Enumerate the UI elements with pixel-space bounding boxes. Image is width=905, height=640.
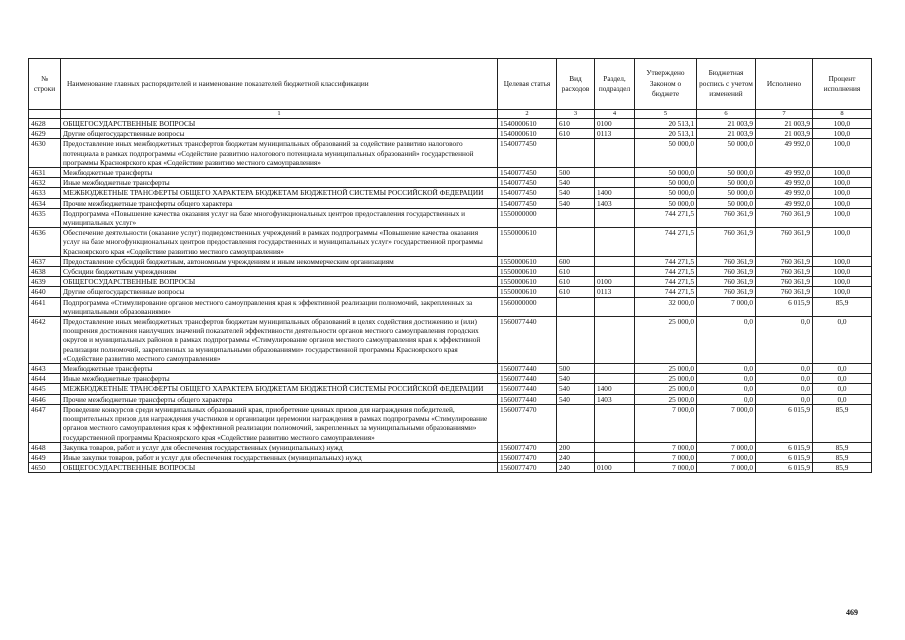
row-number: 4648: [29, 442, 61, 452]
row-section: [595, 374, 635, 384]
row-executed: 6 015,9: [756, 463, 813, 473]
table-row: [29, 384, 872, 394]
row-expense-type: 610: [557, 277, 595, 287]
column-number: 5: [635, 110, 697, 119]
row-number: 4650: [29, 463, 61, 473]
table-row: [29, 119, 872, 129]
row-percent: 0,0: [813, 364, 872, 374]
row-executed: 0,0: [756, 374, 813, 384]
row-percent: 0,0: [813, 394, 872, 404]
row-number: 4632: [29, 178, 61, 188]
row-number: 4628: [29, 119, 61, 129]
header-executed: Исполнено: [756, 59, 813, 110]
row-budget-list: 21 003,9: [697, 119, 756, 129]
column-number: 8: [813, 110, 872, 119]
row-budget-list: 760 361,9: [697, 277, 756, 287]
row-approved: 25 000,0: [635, 394, 697, 404]
column-number: 4: [595, 110, 635, 119]
row-number: 4641: [29, 297, 61, 316]
row-approved: 744 271,5: [635, 208, 697, 227]
row-percent: 100,0: [813, 277, 872, 287]
row-number: 4642: [29, 317, 61, 364]
row-approved: 50 000,0: [635, 168, 697, 178]
row-expense-type: 610: [557, 287, 595, 297]
table-row: [29, 364, 872, 374]
row-budget-list: 760 361,9: [697, 208, 756, 227]
row-name: Субсидии бюджетным учреждениям: [61, 267, 498, 277]
table-body: [29, 119, 872, 473]
column-number: [29, 110, 61, 119]
row-number: 4636: [29, 228, 61, 257]
row-target-article: 1550000610: [498, 256, 557, 266]
table-row: [29, 188, 872, 198]
row-approved: 7 000,0: [635, 452, 697, 462]
row-executed: 49 992,0: [756, 178, 813, 188]
row-target-article: 1540000610: [498, 119, 557, 129]
row-expense-type: 540: [557, 374, 595, 384]
row-percent: 100,0: [813, 198, 872, 208]
row-budget-list: 7 000,0: [697, 452, 756, 462]
row-section: [595, 404, 635, 442]
row-budget-list: 0,0: [697, 394, 756, 404]
row-section: [595, 267, 635, 277]
row-approved: 25 000,0: [635, 317, 697, 364]
table-row: [29, 394, 872, 404]
row-target-article: 1540077450: [498, 178, 557, 188]
row-budget-list: 0,0: [697, 317, 756, 364]
row-target-article: 1540077450: [498, 188, 557, 198]
row-name: Другие общегосударственные вопросы: [61, 129, 498, 139]
row-budget-list: 50 000,0: [697, 198, 756, 208]
table-row: [29, 129, 872, 139]
row-number: 4647: [29, 404, 61, 442]
row-section: [595, 256, 635, 266]
row-section: [595, 442, 635, 452]
row-target-article: 1560077470: [498, 442, 557, 452]
row-executed: 6 015,9: [756, 297, 813, 316]
row-expense-type: 240: [557, 452, 595, 462]
row-executed: 760 361,9: [756, 228, 813, 257]
row-name: Другие общегосударственные вопросы: [61, 287, 498, 297]
row-section: 0100: [595, 463, 635, 473]
row-number: 4634: [29, 198, 61, 208]
row-target-article: 1540000610: [498, 129, 557, 139]
table-row: [29, 277, 872, 287]
table-row: [29, 463, 872, 473]
table-row: [29, 317, 872, 364]
column-number: 2: [498, 110, 557, 119]
row-target-article: 1560077470: [498, 404, 557, 442]
row-section: [595, 139, 635, 168]
row-name: Предоставление иных межбюджетных трансфертов бюджетам муниципальных образований за содействие развитию налогового потенциала в рамках подпрограммы «Содействие развитию налогового потенциала муниципальных образований» государственной программы Красноярского края «Содействие развитию местного самоуправления»: [61, 139, 498, 168]
page-number: 469: [846, 608, 858, 617]
row-target-article: 1560000000: [498, 297, 557, 316]
row-target-article: 1560077440: [498, 317, 557, 364]
row-percent: 100,0: [813, 256, 872, 266]
row-budget-list: 760 361,9: [697, 287, 756, 297]
row-budget-list: 0,0: [697, 384, 756, 394]
row-expense-type: 540: [557, 394, 595, 404]
row-section: 1403: [595, 394, 635, 404]
row-number: 4646: [29, 394, 61, 404]
row-budget-list: 7 000,0: [697, 463, 756, 473]
row-percent: 100,0: [813, 287, 872, 297]
row-approved: 20 513,1: [635, 119, 697, 129]
row-target-article: 1560077470: [498, 463, 557, 473]
row-number: 4635: [29, 208, 61, 227]
column-number: 7: [756, 110, 813, 119]
row-expense-type: [557, 317, 595, 364]
row-budget-list: 21 003,9: [697, 129, 756, 139]
row-target-article: 1560077440: [498, 364, 557, 374]
row-percent: 100,0: [813, 178, 872, 188]
row-number: 4649: [29, 452, 61, 462]
row-approved: 50 000,0: [635, 178, 697, 188]
row-target-article: 1550000610: [498, 287, 557, 297]
row-approved: 20 513,1: [635, 129, 697, 139]
row-expense-type: 540: [557, 188, 595, 198]
column-number: 1: [61, 110, 498, 119]
row-name: Прочие межбюджетные трансферты общего характера: [61, 198, 498, 208]
row-budget-list: 50 000,0: [697, 168, 756, 178]
row-target-article: 1560077440: [498, 374, 557, 384]
row-expense-type: [557, 297, 595, 316]
header-expense-type: Вид расходов: [557, 59, 595, 110]
row-name: Закупка товаров, работ и услуг для обеспечения государственных (муниципальных) нужд: [61, 442, 498, 452]
row-number: 4645: [29, 384, 61, 394]
row-executed: 49 992,0: [756, 188, 813, 198]
row-section: 0100: [595, 119, 635, 129]
row-target-article: 1560077470: [498, 452, 557, 462]
row-expense-type: 610: [557, 119, 595, 129]
header-budget-list: Бюджетная роспись с учетом изменений: [697, 59, 756, 110]
row-percent: 0,0: [813, 374, 872, 384]
row-approved: 744 271,5: [635, 228, 697, 257]
row-number: 4631: [29, 168, 61, 178]
row-name: Проведение конкурсов среди муниципальных образований края, приобретение ценных призов для награждения победителей, поощрительных призов для награждения участников и организации церемонии награждения в рамках подпрограммы «Стимулирование органов местного самоуправления края к эффективной реализации полномочий, закрепленных за муниципальными образованиями» государственной программы Красноярского края «Содействие развитию местного самоуправления»: [61, 404, 498, 442]
row-section: 1400: [595, 188, 635, 198]
row-number: 4643: [29, 364, 61, 374]
row-percent: 85,9: [813, 463, 872, 473]
row-expense-type: 600: [557, 256, 595, 266]
column-number-row: [29, 110, 872, 119]
row-name: Обеспечение деятельности (оказание услуг) подведомственных учреждений в рамках подпрограммы «Повышение качества оказания услуг на базе многофункциональных центров предоставления государственных и муниципальных услуг» государственной программы Красноярского края «Содействие развитию местного самоуправления»: [61, 228, 498, 257]
table-row: [29, 168, 872, 178]
table-row: [29, 404, 872, 442]
row-approved: 744 271,5: [635, 256, 697, 266]
row-target-article: 1540077450: [498, 198, 557, 208]
row-approved: 32 000,0: [635, 297, 697, 316]
row-executed: 760 361,9: [756, 256, 813, 266]
table-row: [29, 228, 872, 257]
row-name: Предоставление иных межбюджетных трансфертов бюджетам муниципальных образований в целях содействия достижению и (или) поощрения достижения наилучших значений показателей эффективности деятельности органов местного самоуправления городских округов и муниципальных районов в рамках подпрограммы «Стимулирование органов местного самоуправления края к эффективной реализации полномочий, закрепленных за муниципальными образованиями» государственной программы Красноярского края «Содействие развитию местного самоуправления»: [61, 317, 498, 364]
row-budget-list: 50 000,0: [697, 188, 756, 198]
row-budget-list: 7 000,0: [697, 297, 756, 316]
row-executed: 21 003,9: [756, 129, 813, 139]
row-percent: 0,0: [813, 317, 872, 364]
row-budget-list: 7 000,0: [697, 442, 756, 452]
row-executed: 0,0: [756, 364, 813, 374]
row-approved: 7 000,0: [635, 442, 697, 452]
row-budget-list: 0,0: [697, 364, 756, 374]
row-name: ОБЩЕГОСУДАРСТВЕННЫЕ ВОПРОСЫ: [61, 119, 498, 129]
row-executed: 6 015,9: [756, 404, 813, 442]
table-row: [29, 198, 872, 208]
header-row-number: № строки: [29, 59, 61, 110]
row-percent: 85,9: [813, 442, 872, 452]
row-name: ОБЩЕГОСУДАРСТВЕННЫЕ ВОПРОСЫ: [61, 277, 498, 287]
row-target-article: 1550000610: [498, 228, 557, 257]
row-section: 0113: [595, 287, 635, 297]
row-section: [595, 178, 635, 188]
row-budget-list: 50 000,0: [697, 139, 756, 168]
row-budget-list: 760 361,9: [697, 267, 756, 277]
table-row: [29, 287, 872, 297]
row-percent: 85,9: [813, 404, 872, 442]
row-budget-list: 7 000,0: [697, 404, 756, 442]
row-expense-type: 610: [557, 129, 595, 139]
table-row: [29, 442, 872, 452]
row-name: МЕЖБЮДЖЕТНЫЕ ТРАНСФЕРТЫ ОБЩЕГО ХАРАКТЕРА БЮДЖЕТАМ БЮДЖЕТНОЙ СИСТЕМЫ РОССИЙСКОЙ ФЕДЕРАЦИИ: [61, 384, 498, 394]
row-approved: 7 000,0: [635, 404, 697, 442]
row-number: 4644: [29, 374, 61, 384]
row-percent: 85,9: [813, 297, 872, 316]
row-section: [595, 208, 635, 227]
row-executed: 0,0: [756, 384, 813, 394]
row-target-article: 1550000000: [498, 208, 557, 227]
row-approved: 25 000,0: [635, 374, 697, 384]
row-approved: 744 271,5: [635, 267, 697, 277]
row-expense-type: 500: [557, 364, 595, 374]
row-target-article: 1560077440: [498, 394, 557, 404]
row-number: 4638: [29, 267, 61, 277]
row-approved: 25 000,0: [635, 364, 697, 374]
row-section: 1400: [595, 384, 635, 394]
row-section: [595, 297, 635, 316]
header-section: Раздел, подраздел: [595, 59, 635, 110]
row-executed: 21 003,9: [756, 119, 813, 129]
row-expense-type: 540: [557, 384, 595, 394]
row-approved: 744 271,5: [635, 287, 697, 297]
row-name: Иные закупки товаров, работ и услуг для обеспечения государственных (муниципальных) нужд: [61, 452, 498, 462]
row-executed: 760 361,9: [756, 267, 813, 277]
row-percent: 100,0: [813, 119, 872, 129]
row-section: [595, 452, 635, 462]
row-expense-type: 540: [557, 198, 595, 208]
row-percent: 100,0: [813, 208, 872, 227]
row-number: 4637: [29, 256, 61, 266]
row-executed: 760 361,9: [756, 277, 813, 287]
row-budget-list: 0,0: [697, 374, 756, 384]
table-row: [29, 139, 872, 168]
row-name: Прочие межбюджетные трансферты общего характера: [61, 394, 498, 404]
row-budget-list: 760 361,9: [697, 228, 756, 257]
row-percent: 100,0: [813, 168, 872, 178]
row-expense-type: [557, 208, 595, 227]
row-name: Предоставление субсидий бюджетным, автономным учреждениям и иным некоммерческим организациям: [61, 256, 498, 266]
row-expense-type: [557, 139, 595, 168]
row-budget-list: 760 361,9: [697, 256, 756, 266]
row-name: МЕЖБЮДЖЕТНЫЕ ТРАНСФЕРТЫ ОБЩЕГО ХАРАКТЕРА БЮДЖЕТАМ БЮДЖЕТНОЙ СИСТЕМЫ РОССИЙСКОЙ ФЕДЕРАЦИИ: [61, 188, 498, 198]
row-approved: 50 000,0: [635, 188, 697, 198]
row-target-article: 1550000610: [498, 277, 557, 287]
row-section: 0113: [595, 129, 635, 139]
row-section: 0100: [595, 277, 635, 287]
header-percent: Процент исполнения: [813, 59, 872, 110]
row-section: [595, 168, 635, 178]
header-target-article: Целевая статья: [498, 59, 557, 110]
row-approved: 50 000,0: [635, 139, 697, 168]
row-number: 4639: [29, 277, 61, 287]
row-name: Иные межбюджетные трансферты: [61, 178, 498, 188]
row-expense-type: 540: [557, 178, 595, 188]
table-row: [29, 374, 872, 384]
row-approved: 50 000,0: [635, 198, 697, 208]
table-row: [29, 256, 872, 266]
row-name: Межбюджетные трансферты: [61, 364, 498, 374]
table-row: [29, 178, 872, 188]
row-percent: 85,9: [813, 452, 872, 462]
row-executed: 760 361,9: [756, 208, 813, 227]
row-expense-type: [557, 228, 595, 257]
column-number: 6: [697, 110, 756, 119]
row-section: [595, 228, 635, 257]
row-executed: 0,0: [756, 317, 813, 364]
row-target-article: 1540077450: [498, 168, 557, 178]
row-executed: 0,0: [756, 394, 813, 404]
row-percent: 100,0: [813, 228, 872, 257]
row-expense-type: [557, 404, 595, 442]
row-target-article: 1540077450: [498, 139, 557, 168]
row-expense-type: 500: [557, 168, 595, 178]
row-approved: 7 000,0: [635, 463, 697, 473]
row-section: [595, 317, 635, 364]
row-executed: 49 992,0: [756, 139, 813, 168]
row-executed: 760 361,9: [756, 287, 813, 297]
table-row: [29, 208, 872, 227]
row-number: 4633: [29, 188, 61, 198]
row-percent: 100,0: [813, 188, 872, 198]
row-approved: 25 000,0: [635, 384, 697, 394]
table-row: [29, 452, 872, 462]
header-name: Наименование главных распорядителей и наименование показателей бюджетной классификации: [61, 59, 498, 110]
column-number: 3: [557, 110, 595, 119]
row-percent: 100,0: [813, 129, 872, 139]
row-expense-type: 200: [557, 442, 595, 452]
budget-table: [28, 58, 872, 473]
table-row: [29, 297, 872, 316]
row-target-article: 1560077440: [498, 384, 557, 394]
row-number: 4640: [29, 287, 61, 297]
row-executed: 6 015,9: [756, 452, 813, 462]
row-budget-list: 50 000,0: [697, 178, 756, 188]
header-row: [29, 59, 872, 110]
row-expense-type: 610: [557, 267, 595, 277]
row-expense-type: 240: [557, 463, 595, 473]
row-number: 4629: [29, 129, 61, 139]
row-executed: 6 015,9: [756, 442, 813, 452]
row-section: 1403: [595, 198, 635, 208]
table-row: [29, 267, 872, 277]
row-number: 4630: [29, 139, 61, 168]
row-name: Межбюджетные трансферты: [61, 168, 498, 178]
row-executed: 49 992,0: [756, 198, 813, 208]
row-percent: 100,0: [813, 267, 872, 277]
row-percent: 0,0: [813, 384, 872, 394]
row-executed: 49 992,0: [756, 168, 813, 178]
row-target-article: 1550000610: [498, 267, 557, 277]
row-section: [595, 364, 635, 374]
header-approved: Утверждено Законом о бюджете: [635, 59, 697, 110]
row-name: Иные межбюджетные трансферты: [61, 374, 498, 384]
row-approved: 744 271,5: [635, 277, 697, 287]
row-name: Подпрограмма «Стимулирование органов местного самоуправления края к эффективной реализации полномочий, закрепленных за муниципальными образованиями»: [61, 297, 498, 316]
row-percent: 100,0: [813, 139, 872, 168]
table-header: [29, 59, 872, 119]
row-name: ОБЩЕГОСУДАРСТВЕННЫЕ ВОПРОСЫ: [61, 463, 498, 473]
row-name: Подпрограмма «Повышение качества оказания услуг на базе многофункциональных центров предоставления государственных и муниципальных услуг»: [61, 208, 498, 227]
